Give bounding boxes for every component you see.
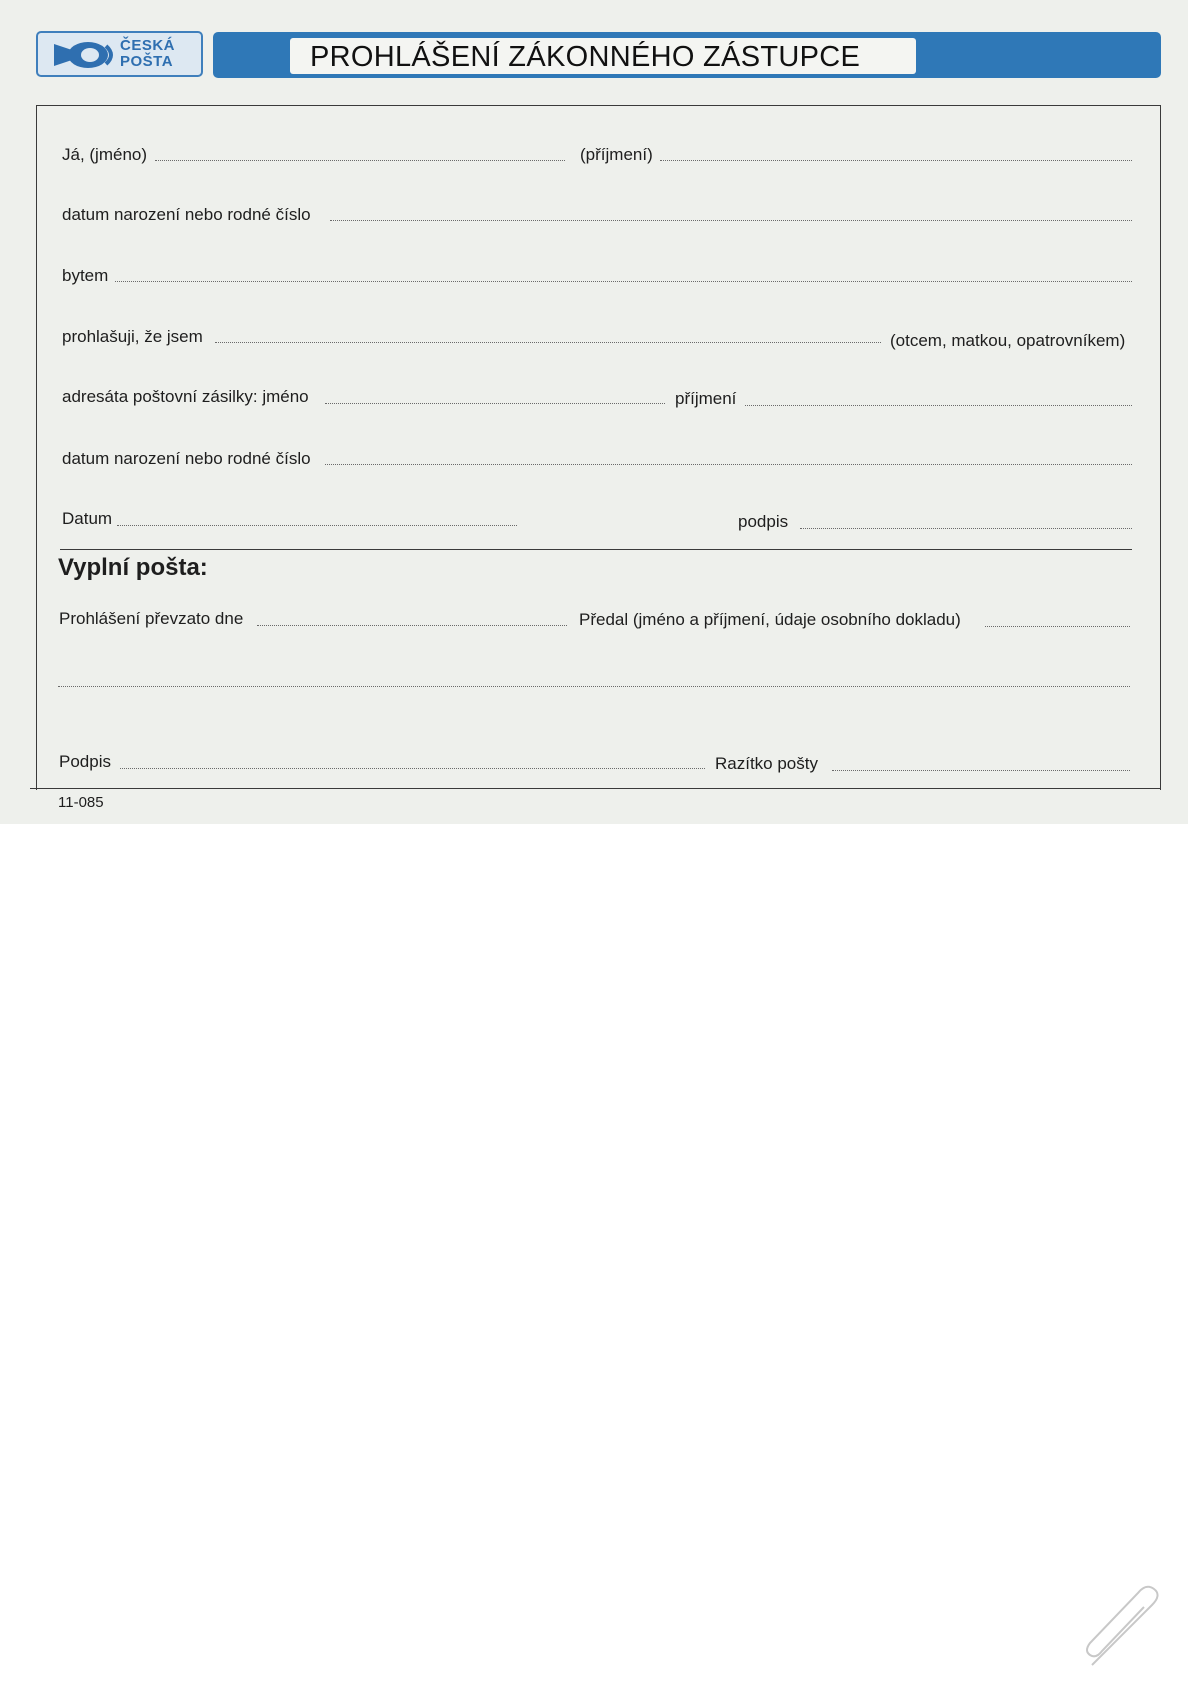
address-field[interactable] [115, 281, 1132, 282]
logo-line-1: ČESKÁ [120, 37, 176, 54]
first-name-label: Já, (jméno) [62, 145, 148, 164]
office-sign-field[interactable] [120, 768, 705, 769]
stamp-field[interactable] [832, 770, 1130, 771]
logo-line-2: POŠTA [120, 53, 174, 70]
relation-hint: (otcem, matkou, opatrovníkem) [890, 331, 1126, 350]
sign-label: podpis [738, 512, 789, 531]
handed-field[interactable] [985, 626, 1130, 627]
declare-label: prohlašuji, že jsem [62, 327, 203, 346]
received-label: Prohlášení převzato dne [59, 609, 244, 628]
form-title: PROHLÁŠENÍ ZÁKONNÉHO ZÁSTUPCE [310, 41, 861, 73]
stamp-label: Razítko pošty [715, 754, 818, 773]
paperclip-icon [1082, 1585, 1172, 1675]
addressee-birth-field[interactable] [325, 464, 1132, 465]
addressee-name-field[interactable] [325, 403, 665, 404]
date-label: Datum [62, 509, 113, 528]
relation-field[interactable] [215, 342, 881, 343]
first-name-field[interactable] [155, 160, 565, 161]
date-field[interactable] [117, 525, 517, 526]
handed-label: Předal (jméno a příjmení, údaje osobního dokladu) [579, 610, 961, 629]
section-divider [60, 549, 1132, 550]
addressee-birth-label: datum narození nebo rodné číslo [62, 449, 311, 468]
address-label: bytem [62, 266, 109, 285]
birth-label: datum narození nebo rodné číslo [62, 205, 311, 224]
form-code: 11-085 [58, 794, 104, 811]
sign-field[interactable] [800, 528, 1132, 529]
surname-field[interactable] [660, 160, 1132, 161]
birth-field[interactable] [330, 220, 1132, 221]
form-sheet [0, 0, 1188, 824]
handed-field-continued[interactable] [58, 686, 1130, 687]
ceska-posta-logo [36, 31, 203, 77]
logo-text [120, 38, 175, 70]
addressee-name-label: adresáta poštovní zásilky: jméno [62, 387, 309, 406]
addressee-surname-field[interactable] [745, 405, 1132, 406]
bottom-rule [30, 788, 1161, 789]
post-office-section-title: Vyplní pošta: [58, 554, 208, 581]
addressee-surname-label: příjmení [675, 389, 737, 408]
received-date-field[interactable] [257, 625, 567, 626]
post-horn-icon [50, 38, 118, 72]
office-sign-label: Podpis [59, 752, 111, 771]
surname-label: (příjmení) [580, 145, 653, 164]
